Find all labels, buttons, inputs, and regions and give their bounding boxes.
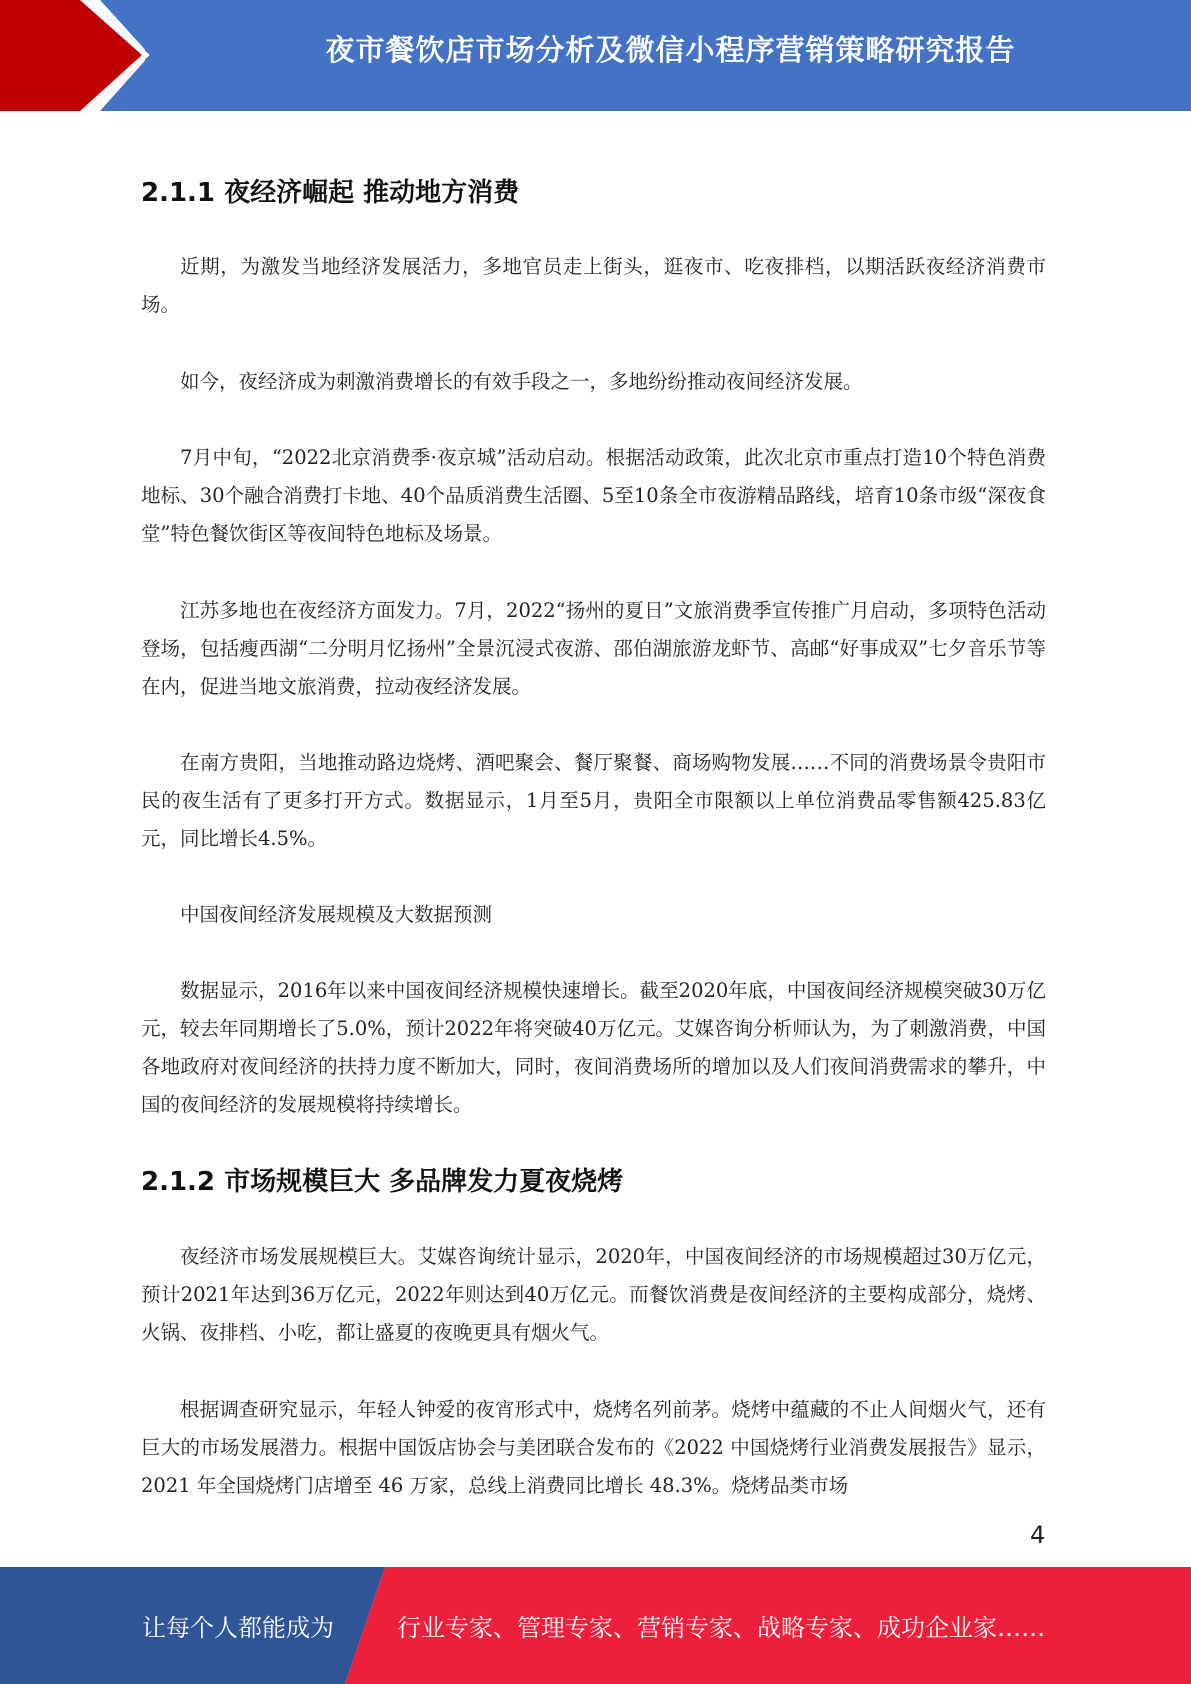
footer-slogan-left: 让每个人都能成为	[142, 1614, 334, 1642]
figure-caption: 中国夜间经济发展规模及大数据预测	[180, 903, 493, 926]
paragraph: 如今，夜经济成为刺激消费增长的有效手段之一，多地纷纷推动夜间经济发展。	[180, 370, 863, 393]
paragraph: 7月中旬，“2022北京消费季·夜京城”活动启动。根据活动政策，此次北京市重点打造10个特色消费地标、30个融合消费打卡地、40个品质消费生活圈、5至10条全市夜游精品路线，培育10条市级“深夜食堂”特色餐饮街区等夜间特色地标及场景。	[141, 446, 1046, 545]
page-footer	[0, 1567, 1191, 1684]
page-number: 4	[1030, 1521, 1046, 1549]
footer-slogan-right: 行业专家、管理专家、营销专家、战略专家、成功企业家……	[397, 1614, 1045, 1642]
red-chevron-decoration	[0, 0, 160, 111]
page-header	[0, 0, 1191, 111]
paragraph: 江苏多地也在夜经济方面发力。7月，2022“扬州的夏日”文旅消费季宣传推广月启动，多项特色活动登场，包括瘦西湖“二分明月忆扬州”全景沉浸式夜游、邵伯湖旅游龙虾节、高邮“好事成双”七夕音乐节等在内，促进当地文旅消费，拉动夜经济发展。	[141, 599, 1046, 698]
report-title: 夜市餐饮店市场分析及微信小程序营销策略研究报告	[325, 33, 1016, 67]
section-heading: 2.1.1 夜经济崛起 推动地方消费	[141, 178, 520, 208]
paragraph: 近期，为激发当地经济发展活力，多地官员走上街头，逛夜市、吃夜排档，以期活跃夜经济消费市场。	[141, 255, 1046, 316]
paragraph: 夜经济市场发展规模巨大。艾媒咨询统计显示，2020年，中国夜间经济的市场规模超过30万亿元，预计2021年达到36万亿元，2022年则达到40万亿元。而餐饮消费是夜间经济的主要构成部分，烧烤、火锅、夜排档、小吃，都让盛夏的夜晚更具有烟火气。	[141, 1245, 1046, 1344]
paragraph: 数据显示，2016年以来中国夜间经济规模快速增长。截至2020年底，中国夜间经济规模突破30万亿元，较去年同期增长了5.0%，预计2022年将突破40万亿元。艾媒咨询分析师认为，为了刺激消费，中国各地政府对夜间经济的扶持力度不断加大，同时，夜间消费场所的增加以及人们夜间消费需求的攀升，中国的夜间经济的发展规模将持续增长。	[141, 979, 1046, 1116]
paragraph: 在南方贵阳，当地推动路边烧烤、酒吧聚会、餐厅聚餐、商场购物发展……不同的消费场景令贵阳市民的夜生活有了更多打开方式。数据显示，1月至5月，贵阳全市限额以上单位消费品零售额425.83亿元，同比增长4.5%。	[141, 751, 1046, 850]
paragraph: 根据调查研究显示，年轻人钟爱的夜宵形式中，烧烤名列前茅。烧烤中蕴藏的不止人间烟火气，还有巨大的市场发展潜力。根据中国饭店协会与美团联合发布的《2022 中国烧烤行业消费发展报告》显示，2021 年全国烧烤门店增至 46 万家，总线上消费同比增长 48.3%。烧烤品类市场	[141, 1398, 1046, 1497]
section-heading: 2.1.2 市场规模巨大 多品牌发力夏夜烧烤	[141, 1167, 624, 1197]
